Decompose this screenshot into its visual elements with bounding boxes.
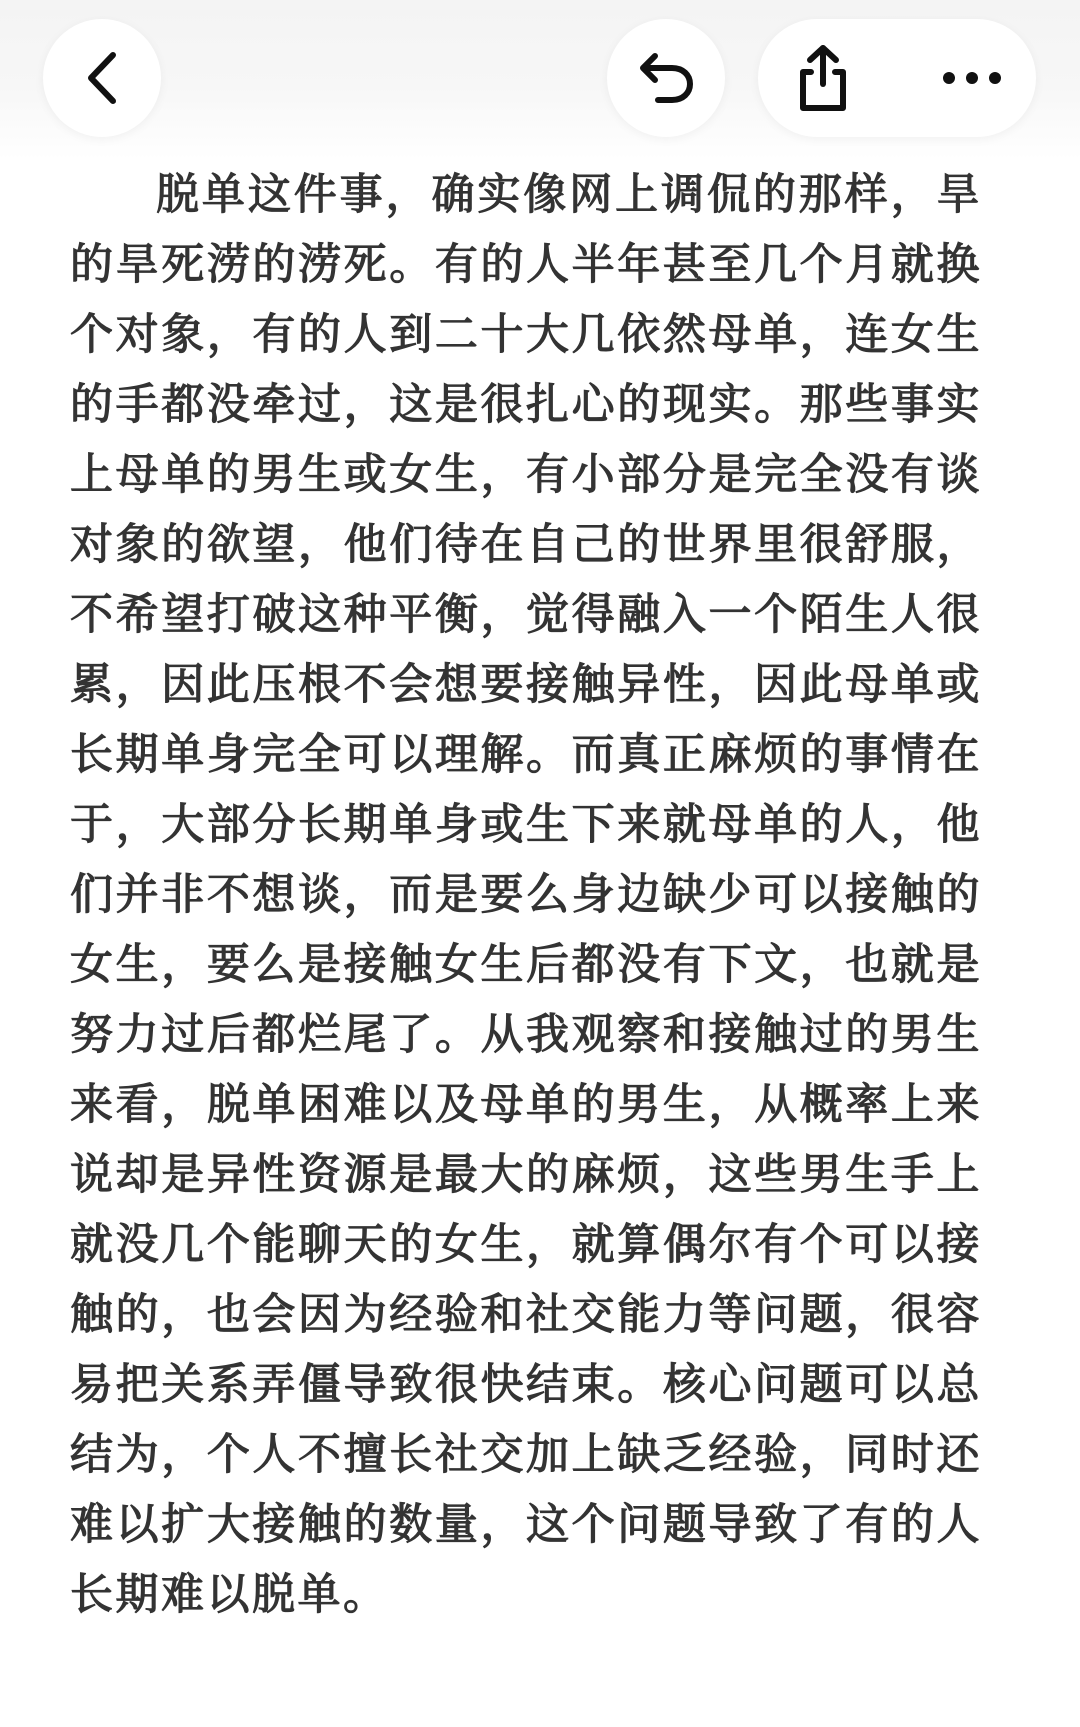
share-icon <box>791 42 855 114</box>
undo-arrow-icon <box>634 46 698 110</box>
more-dots-icon <box>940 68 1004 88</box>
top-toolbar <box>0 0 1080 160</box>
undo-button[interactable] <box>607 19 725 137</box>
chevron-left-icon <box>79 49 125 107</box>
share-button[interactable] <box>764 19 882 137</box>
back-button[interactable] <box>43 19 161 137</box>
article-paragraph: 脱单这件事，确实像网上调侃的那样，旱的旱死涝的涝死。有的人半年甚至几个月就换个对象，有的人到二十大几依然母单，连女生的手都没牵过，这是很扎心的现实。那些事实上母单的男生或女生，有小部分是完全没有谈对象的欲望，他们待在自己的世界里很舒服，不希望打破这种平衡，觉得融入一个陌生人很累，因此压根不会想要接触异性，因此母单或长期单身完全可以理解。而真正麻烦的事情在于，大部分长期单身或生下来就母单的人，他们并非不想谈，而是要么身边缺少可以接触的女生，要么是接触女生后都没有下文，也就是努力过后都烂尾了。从我观察和接触过的男生来看，脱单困难以及母单的男生，从概率上来说却是异性资源是最大的麻烦，这些男生手上就没几个能聊天的女生，就算偶尔有个可以接触的，也会因为经验和社交能力等问题，很容易把关系弄僵导致很快结束。核心问题可以总结为，个人不擅长社交加上缺乏经验，同时还难以扩大接触的数量，这个问题导致了有的人长期难以脱单。 <box>70 170 982 1620</box>
more-button[interactable] <box>913 19 1031 137</box>
action-pill <box>758 19 1036 137</box>
